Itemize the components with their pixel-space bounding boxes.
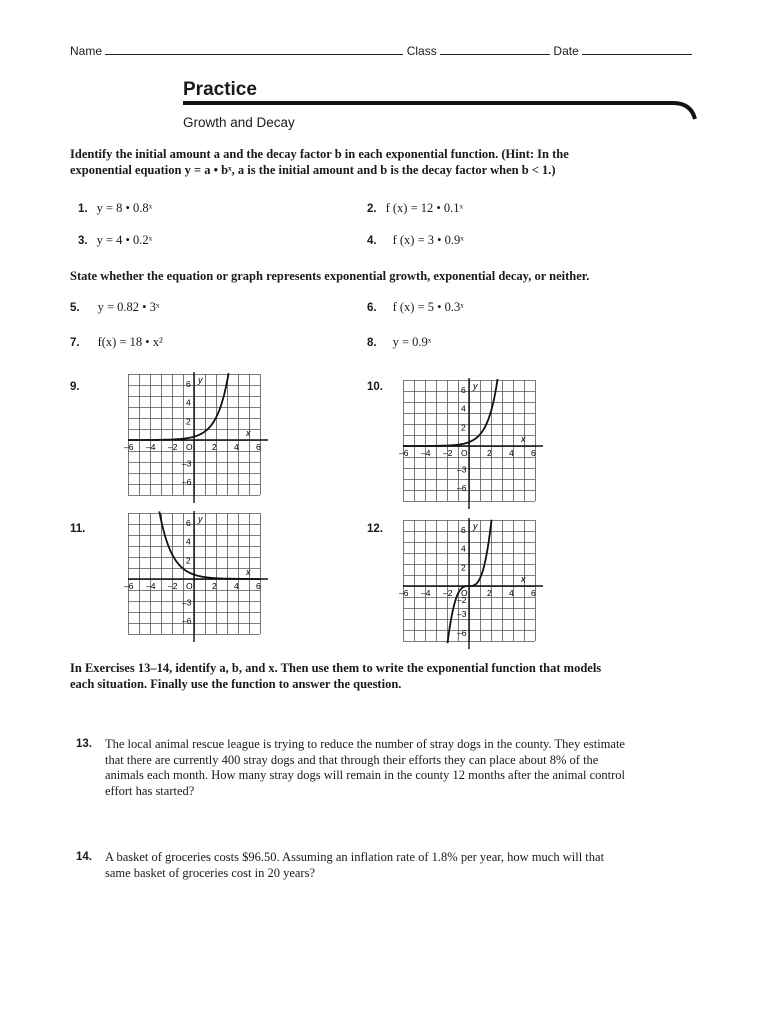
problem-number: 6.: [367, 302, 377, 314]
y-tick-label: 6: [186, 517, 191, 528]
y-tick-label: 4: [186, 397, 191, 408]
exercise-line: A basket of groceries costs $96.50. Assuming an inflation rate of 1.8% per year, how much will that: [105, 850, 605, 864]
x-tick-label: O: [186, 442, 193, 452]
x-axis-label: x: [246, 428, 251, 438]
header-row: [70, 44, 700, 58]
problem-2: [367, 199, 463, 217]
section2-instruction: State whether the equation or graph represents exponential growth, exponential decay, or neither.: [70, 269, 590, 283]
problem-number: 7.: [70, 337, 80, 349]
x-tick-label: 4: [234, 442, 239, 452]
problem-number: 2.: [367, 203, 377, 215]
problem-equation: f (x) = 5 • 0.3ˣ: [392, 300, 464, 314]
section3-instruction-line2: each situation. Finally use the function to answer the question.: [70, 677, 402, 691]
graph-curve: [128, 373, 229, 440]
y-tick-label: –6: [457, 627, 467, 638]
class-field[interactable]: [440, 44, 550, 55]
problem-3: [78, 231, 152, 249]
y-tick-label: 4: [461, 543, 466, 554]
graph-9: [124, 374, 261, 498]
date-label: Date: [553, 44, 579, 58]
x-tick-label: O: [461, 448, 468, 458]
x-tick-label: 6: [531, 588, 536, 598]
problem-equation: f (x) = 3 • 0.9ˣ: [392, 233, 464, 247]
y-axis-label: y: [198, 375, 203, 385]
exercise-line: effort has started?: [105, 783, 195, 798]
exercise-text: [105, 850, 705, 881]
problem-8: [367, 333, 431, 351]
x-tick-label: –6: [124, 442, 134, 452]
problem-1: [78, 199, 152, 217]
y-tick-label: 4: [186, 536, 191, 547]
y-tick-label: 2: [186, 555, 191, 566]
x-tick-label: 4: [509, 588, 514, 598]
x-axis-label: x: [521, 434, 526, 444]
graph-12: [399, 520, 536, 644]
x-tick-label: 2: [487, 588, 492, 598]
x-tick-label: 2: [212, 581, 217, 591]
x-tick-label: 4: [234, 581, 239, 591]
y-tick-label: 2: [461, 422, 466, 433]
x-tick-label: –4: [146, 581, 156, 591]
problem-number: 5.: [70, 302, 80, 314]
y-axis-label: y: [473, 381, 478, 391]
page-title: Practice: [183, 79, 257, 100]
x-tick-label: –6: [399, 588, 409, 598]
problem-number: 8.: [367, 337, 377, 349]
y-tick-label: –6: [182, 477, 192, 488]
graph-10-number: 10.: [367, 381, 383, 393]
y-tick-label: –6: [182, 616, 192, 627]
problem-equation: y = 0.82 • 3ˣ: [97, 300, 160, 314]
exercise-line: same basket of groceries cost in 20 years?: [105, 865, 315, 880]
exercise-number: 13.: [76, 738, 92, 750]
y-tick-label: –3: [457, 464, 467, 475]
exercise-line: that there are currently 400 stray dogs and that through their efforts they can place about 8% of the: [105, 752, 599, 767]
y-tick-label: 6: [461, 524, 466, 535]
section3-instruction-line1: In Exercises 13–14, identify a, b, and x. Then use them to write the exponential function that models: [70, 661, 602, 675]
x-axis-label: x: [521, 574, 526, 584]
x-tick-label: –4: [146, 442, 156, 452]
exercise-line: The local animal rescue league is trying to reduce the number of stray dogs in the county. They estimate: [105, 737, 625, 751]
problem-number: 1.: [78, 203, 88, 215]
x-tick-label: O: [186, 581, 193, 591]
exercise-text: [105, 737, 705, 799]
problem-4: [367, 231, 464, 249]
graph-11-number: 11.: [70, 523, 86, 535]
problem-equation: y = 8 • 0.8ˣ: [96, 201, 153, 215]
x-tick-label: 6: [256, 581, 261, 591]
problem-equation: f(x) = 18 • x²: [97, 335, 163, 349]
y-tick-label: –3: [182, 458, 192, 469]
y-tick-label: 6: [186, 378, 191, 389]
problem-number: 3.: [78, 235, 88, 247]
section3-instruction: [70, 660, 710, 692]
y-tick-label: –3: [457, 609, 467, 620]
graph-11: [124, 513, 261, 637]
x-tick-label: –2: [168, 442, 178, 452]
problem-number: 4.: [367, 235, 377, 247]
graph-9-number: 9.: [70, 381, 80, 393]
graph-curve: [403, 379, 498, 446]
x-tick-label: –4: [421, 448, 431, 458]
x-tick-label: –2: [168, 581, 178, 591]
y-axis-label: y: [198, 514, 203, 524]
problem-equation: f (x) = 12 • 0.1ˣ: [385, 201, 464, 215]
x-tick-label: O: [461, 588, 468, 598]
y-tick-label: –3: [182, 597, 192, 608]
x-tick-label: 6: [256, 442, 261, 452]
section1-instruction-line2: exponential equation y = a • bˣ, a is the initial amount and b is the decay factor when b < 1.): [70, 163, 556, 177]
exercise-number: 14.: [76, 851, 92, 863]
x-tick-label: –2: [443, 448, 453, 458]
y-tick-label: 2: [461, 562, 466, 573]
x-tick-label: 4: [509, 448, 514, 458]
name-field[interactable]: [105, 44, 403, 55]
exercise-line: animals each month. How many stray dogs will remain in the county 12 months after the animal control: [105, 768, 626, 782]
x-tick-label: 2: [487, 448, 492, 458]
x-tick-label: –2: [443, 588, 453, 598]
name-label: Name: [70, 44, 103, 58]
y-tick-label: 2: [186, 416, 191, 427]
y-tick-label: 4: [461, 403, 466, 414]
x-tick-label: –6: [124, 581, 134, 591]
x-tick-label: –4: [421, 588, 431, 598]
problem-equation: y = 4 • 0.2ˣ: [96, 233, 153, 247]
x-axis-label: x: [246, 567, 251, 577]
x-tick-label: 2: [212, 442, 217, 452]
problem-equation: y = 0.9ˣ: [392, 335, 432, 349]
x-tick-label: –6: [399, 448, 409, 458]
problem-7: [70, 333, 163, 351]
graph-12-number: 12.: [367, 523, 383, 535]
class-label: Class: [406, 44, 437, 58]
date-field[interactable]: [582, 44, 692, 55]
section1-instruction-line1: Identify the initial amount a and the decay factor b in each exponential function. (Hint: In the: [70, 147, 569, 161]
y-tick-label: –6: [457, 483, 467, 494]
problem-5: [70, 298, 160, 316]
y-axis-label: y: [473, 521, 478, 531]
y-tick-label: 6: [461, 384, 466, 395]
graph-10: [399, 380, 536, 504]
page-subtitle: Growth and Decay: [183, 115, 295, 130]
problem-6: [367, 298, 464, 316]
x-tick-label: 6: [531, 448, 536, 458]
y-tick-label: –2: [457, 595, 467, 606]
section1-instruction: [70, 146, 710, 178]
